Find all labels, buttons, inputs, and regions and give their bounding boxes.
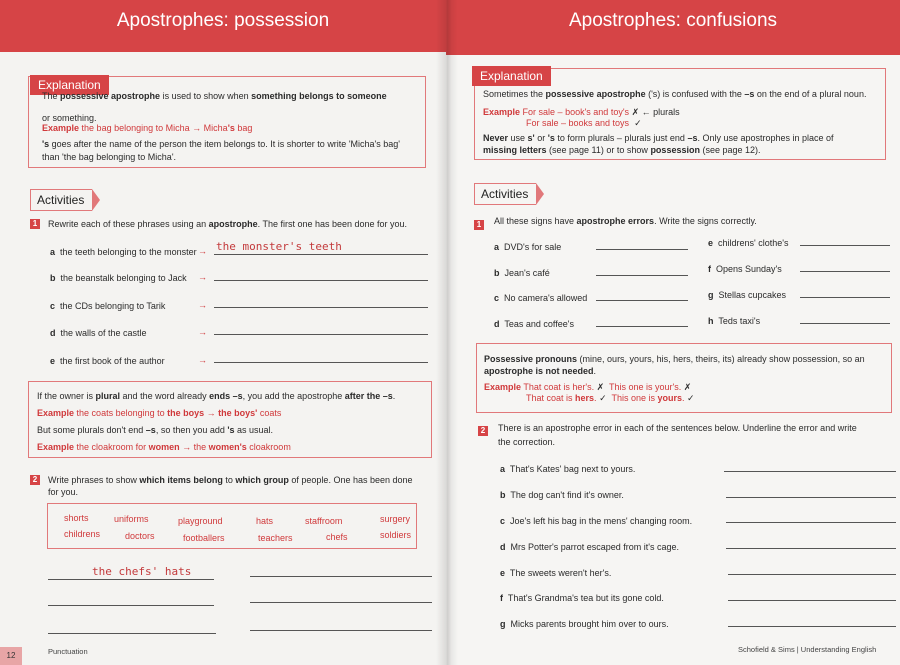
sentence-item: f That's Grandma's tea but its gone cold. xyxy=(500,593,664,603)
sign-item: h Teds taxi's xyxy=(708,316,761,326)
arrow-icon: → xyxy=(198,300,207,310)
right-q2-number: 2 xyxy=(478,426,488,436)
left-exp-line1: The possessive apostrophe is used to show when something belongs to someone xyxy=(42,91,387,101)
word-bank-item: teachers xyxy=(258,533,293,543)
answer-line[interactable] xyxy=(728,600,896,601)
left-q2-answer-1[interactable]: the chefs' hats xyxy=(92,565,192,578)
answer-line[interactable] xyxy=(800,271,890,272)
answer-line[interactable] xyxy=(728,626,896,627)
right-q2-instruction-l1: There is an apostrophe error in each of the sentences below. Underline the error and write xyxy=(498,423,857,433)
word-bank-item: shorts xyxy=(64,513,89,523)
answer-line[interactable] xyxy=(214,307,428,308)
right-exp-line2: Never use s' or 's to form plurals – plurals just end –s. Only use apostrophes in place of xyxy=(483,133,834,143)
right-footer: Schofield & Sims | Understanding English xyxy=(738,645,877,654)
left-exp-example: Example the bag belonging to Micha → Micha's bag xyxy=(42,123,253,133)
left-title-banner xyxy=(0,0,446,52)
left-q1-item-d: d the walls of the castle xyxy=(50,328,147,338)
left-plural-line2: But some plurals don't end –s, so then you add 's as usual. xyxy=(37,425,274,435)
right-explanation-tag: Explanation xyxy=(472,66,551,86)
sentence-item: e The sweets weren't her's. xyxy=(500,568,612,578)
arrow-icon: → xyxy=(198,327,207,337)
answer-line[interactable] xyxy=(214,280,428,281)
answer-line[interactable] xyxy=(48,633,216,634)
sign-item: d Teas and coffee's xyxy=(494,319,574,329)
answer-line[interactable] xyxy=(250,576,432,577)
answer-line[interactable] xyxy=(726,548,896,549)
left-q1-answer-a[interactable]: the monster's teeth xyxy=(216,240,342,253)
right-q2-instruction-l2: the correction. xyxy=(498,437,556,447)
arrow-icon: → xyxy=(198,355,207,365)
answer-line[interactable] xyxy=(596,300,688,301)
answer-line[interactable] xyxy=(800,323,890,324)
answer-line[interactable] xyxy=(800,245,890,246)
right-exp-example2: For sale – books and toys ✓ xyxy=(526,118,642,128)
answer-line[interactable] xyxy=(726,522,896,523)
left-activities-tag: Activities xyxy=(30,189,92,211)
word-bank-box xyxy=(47,503,417,549)
answer-line[interactable] xyxy=(800,297,890,298)
left-q1-item-a: a the teeth belonging to the monster xyxy=(50,247,197,257)
left-q1-item-b: b the beanstalk belonging to Jack xyxy=(50,273,187,283)
sentence-item: g Micks parents brought him over to ours. xyxy=(500,619,669,629)
left-q1-item-e: e the first book of the author xyxy=(50,356,165,366)
right-pron-line1: Possessive pronouns (mine, ours, yours, his, hers, theirs, its) already show possession, so an xyxy=(484,354,865,364)
sentence-item: c Joe's left his bag in the mens' changing room. xyxy=(500,516,693,526)
left-plural-line1: If the owner is plural and the word already ends –s, you add the apostrophe after the –s. xyxy=(37,391,396,401)
answer-line[interactable] xyxy=(250,630,432,631)
left-exp-line3: 's goes after the name of the person the item belongs to. It is shorter to write 'Micha's bag' xyxy=(42,139,400,149)
arrow-icon: → xyxy=(198,272,207,282)
sentence-item: a That's Kates' bag next to yours. xyxy=(500,464,636,474)
sentence-item: d Mrs Potter's parrot escaped from it's cage. xyxy=(500,542,680,552)
right-page-title: Apostrophes: confusions xyxy=(568,10,778,31)
left-q2-instruction-l1: Write phrases to show which items belong to which group of people. One has been done xyxy=(48,475,413,485)
word-bank-item: uniforms xyxy=(114,514,149,524)
left-exp-line2: or something. xyxy=(42,113,97,123)
word-bank-item: doctors xyxy=(125,531,155,541)
left-plural-example2: Example the cloakroom for women → the women's cloakroom xyxy=(37,442,291,452)
sign-item: e childrens' clothe's xyxy=(708,238,789,248)
sign-item: g Stellas cupcakes xyxy=(708,290,787,300)
right-exp-line1: Sometimes the possessive apostrophe ('s) is confused with the –s on the end of a plural noun. xyxy=(483,89,867,99)
left-q1-instruction: Rewrite each of these phrases using an apostrophe. The first one has been done for you. xyxy=(48,219,408,229)
left-footer: Punctuation xyxy=(48,647,88,656)
right-q1-instruction: All these signs have apostrophe errors. Write the signs correctly. xyxy=(494,216,757,226)
answer-line[interactable] xyxy=(214,254,428,255)
answer-line[interactable] xyxy=(250,602,432,603)
word-bank-item: staffroom xyxy=(305,516,343,526)
right-activities-tag: Activities xyxy=(474,183,536,205)
right-q1-number: 1 xyxy=(474,220,484,230)
left-page-number: 12 xyxy=(0,647,22,665)
left-q2-number: 2 xyxy=(30,475,40,485)
sentence-item: b The dog can't find it's owner. xyxy=(500,490,624,500)
word-bank-item: surgery xyxy=(380,514,411,524)
word-bank-item: childrens xyxy=(64,529,101,539)
left-q1-number: 1 xyxy=(30,219,40,229)
answer-line[interactable] xyxy=(724,471,896,472)
answer-line[interactable] xyxy=(214,334,428,335)
right-pron-line2: apostrophe is not needed. xyxy=(484,366,597,376)
right-pron-example1: Example That coat is her's. ✗ This one is your's. ✗ xyxy=(484,382,692,392)
left-explanation-tag: Explanation xyxy=(30,75,109,95)
answer-line[interactable] xyxy=(48,579,214,580)
answer-line[interactable] xyxy=(728,574,896,575)
right-title-banner xyxy=(446,0,900,55)
word-bank-item: hats xyxy=(256,516,274,526)
answer-line[interactable] xyxy=(596,249,688,250)
word-bank-item: chefs xyxy=(326,532,348,542)
arrow-icon: → xyxy=(198,246,207,256)
left-q2-instruction-l2: for you. xyxy=(48,487,79,497)
answer-line[interactable] xyxy=(596,275,688,276)
right-pron-example2: That coat is hers. ✓ This one is yours. ✓ xyxy=(526,393,695,403)
answer-line[interactable] xyxy=(48,605,214,606)
left-plural-example1: Example the coats belonging to the boys → the boys' coats xyxy=(37,408,282,418)
word-bank-item: footballers xyxy=(183,533,225,543)
answer-line[interactable] xyxy=(726,497,896,498)
answer-line[interactable] xyxy=(596,326,688,327)
left-page xyxy=(0,0,446,665)
right-exp-example1: Example For sale – book's and toy's ✗ ← plurals xyxy=(483,107,680,117)
left-exp-line4: than 'the bag belonging to Micha'. xyxy=(42,152,177,162)
answer-line[interactable] xyxy=(214,362,428,363)
left-q1-item-c: c the CDs belonging to Tarik xyxy=(50,301,166,311)
word-bank-item: playground xyxy=(178,516,223,526)
right-page xyxy=(446,0,900,665)
word-bank-item: soldiers xyxy=(380,530,412,540)
sign-item: a DVD's for sale xyxy=(494,242,562,252)
right-exp-line3: missing letters (see page 11) or to show possession (see page 12). xyxy=(483,145,761,155)
sign-item: c No camera's allowed xyxy=(494,293,588,303)
sign-item: f Opens Sunday's xyxy=(708,264,782,274)
sign-item: b Jean's café xyxy=(494,268,550,278)
left-page-title: Apostrophes: possession xyxy=(116,10,330,31)
